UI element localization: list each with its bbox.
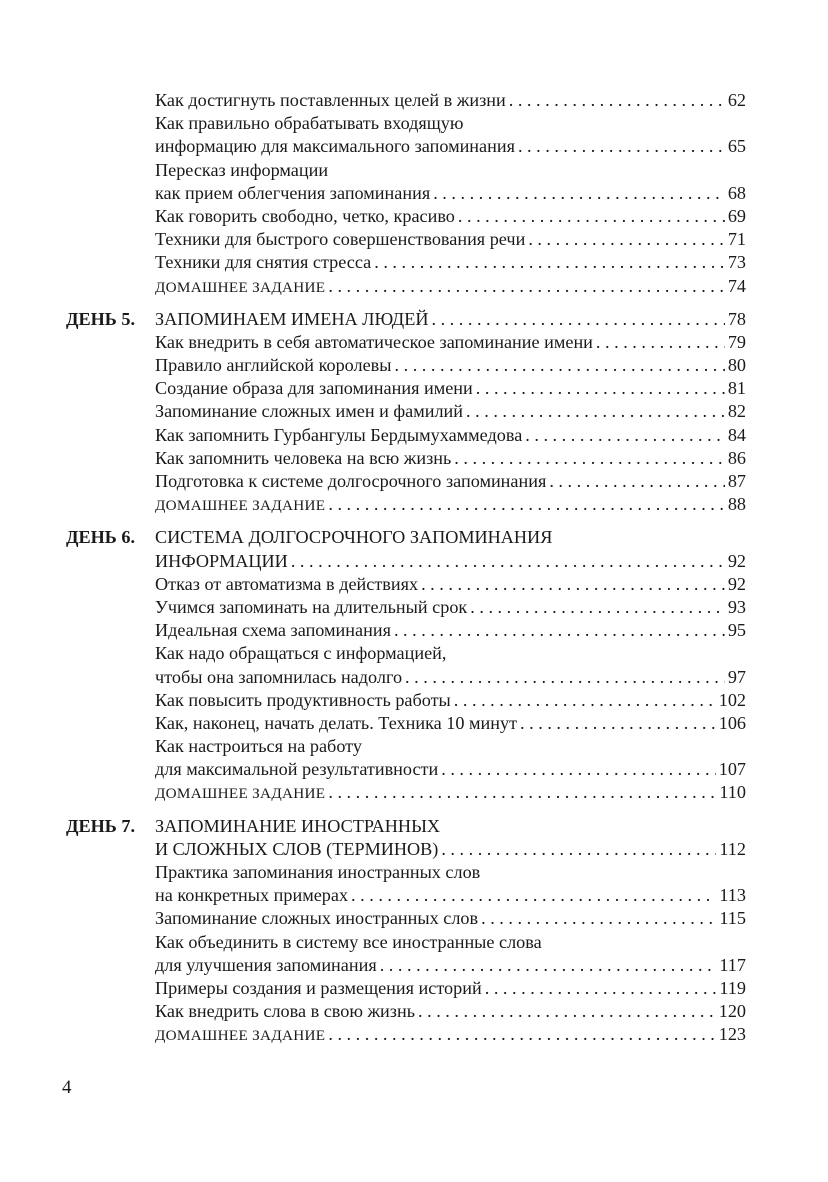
entry-page: 84 [727, 424, 746, 445]
dot-leader [418, 1000, 716, 1023]
day-label [66, 135, 155, 158]
entry-page: 112 [719, 838, 746, 859]
toc-entry [66, 550, 746, 573]
entry-title: Пересказ информации [155, 159, 329, 180]
entry-page: 62 [727, 90, 746, 110]
toc-entry [66, 642, 746, 665]
day-label [66, 954, 155, 977]
entry-title: ДОМАШНЕЕ ЗАДАНИЕ [155, 1027, 326, 1045]
toc-entry [66, 931, 746, 954]
toc-entry [66, 573, 746, 596]
dot-leader [421, 573, 725, 596]
toc-entry [66, 954, 746, 977]
entry-body [155, 308, 746, 331]
dot-leader [520, 712, 716, 735]
toc-entry [66, 331, 746, 354]
entry-body [155, 596, 746, 619]
entry-body [155, 424, 746, 447]
entry-title: Техники для снятия стресса [155, 252, 372, 273]
entry-body [155, 526, 746, 549]
toc-entry [66, 861, 746, 884]
toc-section [66, 526, 746, 804]
toc-entry [66, 377, 746, 400]
dot-leader [328, 1023, 715, 1046]
toc-entry [66, 1000, 746, 1023]
day-label: ДЕНЬ 5. [66, 308, 136, 329]
entry-page: 82 [727, 401, 746, 422]
dot-leader [454, 689, 716, 712]
dot-leader [549, 470, 724, 493]
entry-body [155, 977, 746, 1000]
entry-title: Как, наконец, начать делать. Техника 10 минут [155, 712, 518, 733]
entry-page: 119 [719, 977, 746, 998]
day-label [66, 205, 155, 228]
entry-page: 69 [727, 205, 746, 226]
day-label [66, 470, 155, 493]
entry-body [155, 815, 746, 838]
entry-page: 97 [727, 666, 746, 687]
toc-homework-entry [66, 781, 746, 804]
entry-title: ДОМАШНЕЕ ЗАДАНИЕ [155, 497, 326, 515]
entry-body [155, 159, 746, 182]
entry-body [155, 493, 746, 516]
dot-leader [476, 377, 725, 400]
day-label [66, 573, 155, 596]
entry-body [155, 447, 746, 470]
toc-entry [66, 251, 746, 274]
toc-entry [66, 838, 746, 861]
toc-entry [66, 447, 746, 470]
entry-page: 71 [727, 229, 746, 250]
toc-entry [66, 815, 746, 838]
toc-entry [66, 228, 746, 251]
toc-entry [66, 758, 746, 781]
entry-title: Учимся запоминать на длительный срок [155, 596, 468, 617]
dot-leader [395, 354, 725, 377]
day-label [66, 666, 155, 689]
dot-leader [518, 135, 725, 158]
entry-title: ДОМАШНЕЕ ЗАДАНИЕ [155, 785, 326, 803]
entry-title: Как надо обращаться с информацией, [155, 643, 447, 664]
entry-page: 86 [727, 447, 746, 468]
day-label: ДЕНЬ 6. [66, 527, 136, 548]
entry-body [155, 550, 746, 573]
toc-entry [66, 712, 746, 735]
dot-leader [291, 550, 725, 573]
day-label [66, 1000, 155, 1023]
day-label [66, 1023, 155, 1046]
entry-title: СИСТЕМА ДОЛГОСРОЧНОГО ЗАПОМИНАНИЯ [155, 527, 553, 548]
entry-title: Как внедрить слова в свою жизнь [155, 1001, 415, 1022]
toc-homework-entry [66, 493, 746, 516]
entry-body [155, 377, 746, 400]
entry-body [155, 642, 746, 665]
entry-title: ДОМАШНЕЕ ЗАДАНИЕ [155, 278, 326, 296]
entry-title: Как внедрить в себя автоматическое запоминание имени [155, 331, 593, 352]
dot-leader [525, 424, 725, 447]
dot-leader [405, 666, 725, 689]
entry-title: Техники для быстрого совершенствования речи [155, 229, 526, 250]
dot-leader [485, 977, 717, 1000]
entry-title: на конкретных примерах [155, 885, 349, 906]
entry-title: Как запомнить Гурбангулы Бердымухаммедова [155, 424, 523, 445]
entry-page: 113 [719, 885, 746, 906]
entry-body [155, 712, 746, 735]
entry-page: 115 [719, 908, 746, 929]
entry-title: Запоминание сложных имен и фамилий [155, 401, 464, 422]
entry-body [155, 573, 746, 596]
dot-leader [374, 251, 725, 274]
entry-page: 123 [718, 1024, 746, 1045]
toc-entry [66, 354, 746, 377]
day-label [66, 182, 155, 205]
entry-body [155, 112, 746, 135]
entry-title: Как правильно обрабатывать входящую [155, 113, 464, 134]
entry-page: 102 [718, 689, 746, 710]
entry-body [155, 89, 746, 112]
dot-leader [528, 228, 725, 251]
day-label [66, 89, 155, 112]
entry-page: 80 [727, 355, 746, 376]
day-label [66, 354, 155, 377]
entry-title: Подготовка к системе долгосрочного запоминания [155, 471, 547, 491]
entry-body [155, 400, 746, 423]
entry-body [155, 781, 746, 804]
table-of-contents [66, 89, 746, 1057]
day-label [66, 493, 155, 516]
toc-entry [66, 596, 746, 619]
entry-page: 78 [727, 308, 746, 329]
day-label [66, 619, 155, 642]
day-label [66, 642, 155, 665]
entry-page: 106 [718, 712, 746, 733]
entry-page: 88 [727, 494, 746, 515]
day-label [66, 712, 155, 735]
day-label [66, 447, 155, 470]
dot-leader [394, 619, 725, 642]
toc-entry [66, 424, 746, 447]
entry-page: 79 [727, 331, 746, 352]
entry-body [155, 331, 746, 354]
entry-title: Как запомнить человека на всю жизнь [155, 447, 452, 468]
dot-leader [328, 781, 716, 804]
dot-leader [441, 838, 716, 861]
day-label [66, 689, 155, 712]
toc-entry [66, 735, 746, 758]
toc-entry [66, 89, 746, 112]
entry-body [155, 275, 746, 298]
entry-body [155, 954, 746, 977]
entry-page: 107 [718, 759, 746, 780]
entry-title: Отказ от автоматизма в действиях [155, 573, 419, 594]
entry-body [155, 470, 746, 493]
entry-body [155, 758, 746, 781]
toc-entry [66, 666, 746, 689]
toc-section [66, 815, 746, 1047]
entry-title: Как говорить свободно, четко, красиво [155, 205, 455, 226]
toc-entry [66, 112, 746, 135]
entry-body [155, 251, 746, 274]
entry-body [155, 182, 746, 205]
entry-body [155, 1023, 746, 1046]
dot-leader [509, 89, 725, 112]
day-label [66, 275, 155, 298]
toc-section [66, 89, 746, 298]
entry-page: 120 [718, 1001, 746, 1022]
toc-entry [66, 907, 746, 930]
dot-leader [431, 308, 724, 331]
entry-title: как прием облегчения запоминания [155, 182, 431, 203]
day-label [66, 907, 155, 930]
entry-title: Идеальная схема запоминания [155, 620, 391, 641]
entry-body [155, 666, 746, 689]
dot-leader [433, 182, 725, 205]
entry-body [155, 689, 746, 712]
toc-section [66, 308, 746, 517]
entry-title: Как объединить в систему все иностранные слова [155, 931, 542, 952]
toc-homework-entry [66, 275, 746, 298]
toc-entry [66, 470, 746, 493]
entry-body [155, 931, 746, 954]
toc-entry [66, 977, 746, 1000]
day-label [66, 781, 155, 804]
day-label [66, 331, 155, 354]
entry-title: чтобы она запомнилась надолго [155, 666, 403, 687]
dot-leader [380, 954, 717, 977]
toc-entry [66, 182, 746, 205]
day-label [66, 596, 155, 619]
entry-page: 93 [727, 596, 746, 617]
dot-leader [351, 884, 716, 907]
entry-body [155, 619, 746, 642]
entry-title: для улучшения запоминания [155, 954, 377, 975]
day-label [66, 424, 155, 447]
toc-entry [66, 159, 746, 182]
dot-leader [441, 758, 715, 781]
entry-page: 92 [727, 573, 746, 594]
entry-title: ЗАПОМИНАЕМ ИМЕНА ЛЮДЕЙ [155, 308, 429, 329]
toc-homework-entry [66, 1023, 746, 1046]
entry-page: 117 [719, 954, 746, 975]
entry-title: Как достигнуть поставленных целей в жизни [155, 90, 506, 110]
entry-body [155, 884, 746, 907]
entry-title: Правило английской королевы [155, 355, 392, 376]
entry-page: 74 [727, 275, 746, 296]
entry-title: И СЛОЖНЫХ СЛОВ (ТЕРМИНОВ) [155, 838, 439, 859]
dot-leader [458, 205, 725, 228]
entry-body [155, 838, 746, 861]
day-label [66, 884, 155, 907]
entry-title: Как настроиться на работу [155, 736, 362, 757]
day-label [66, 931, 155, 954]
entry-body [155, 354, 746, 377]
entry-title: ЗАПОМИНАНИЕ ИНОСТРАННЫХ [155, 815, 441, 836]
entry-title: информацию для максимального запоминания [155, 136, 515, 157]
day-label [66, 251, 155, 274]
toc-entry [66, 619, 746, 642]
entry-body [155, 735, 746, 758]
entry-page: 95 [727, 620, 746, 641]
entry-title: Запоминание сложных иностранных слов [155, 908, 479, 929]
page-number: 4 [62, 1077, 72, 1098]
day-label [66, 977, 155, 1000]
day-label [66, 228, 155, 251]
entry-title: Как повысить продуктивность работы [155, 689, 451, 710]
toc-entry [66, 689, 746, 712]
entry-page: 87 [727, 471, 746, 491]
day-label [66, 400, 155, 423]
day-label [66, 112, 155, 135]
day-label: ДЕНЬ 7. [66, 815, 136, 836]
dot-leader [328, 275, 724, 298]
toc-entry [66, 135, 746, 158]
toc-entry [66, 526, 746, 549]
toc-entry [66, 400, 746, 423]
dot-leader [481, 907, 716, 930]
toc-entry [66, 884, 746, 907]
toc-entry [66, 205, 746, 228]
entry-page: 68 [727, 182, 746, 203]
dot-leader [454, 447, 725, 470]
dot-leader [470, 596, 725, 619]
entry-body [155, 228, 746, 251]
entry-title: для максимальной результативности [155, 759, 439, 780]
entry-body [155, 907, 746, 930]
entry-body [155, 861, 746, 884]
entry-title: Практика запоминания иностранных слов [155, 862, 481, 882]
entry-title: Создание образа для запоминания имени [155, 378, 473, 399]
entry-body [155, 135, 746, 158]
entry-title: ИНФОРМАЦИИ [155, 550, 288, 571]
entry-page: 65 [727, 136, 746, 157]
day-label [66, 550, 155, 573]
toc-entry [66, 308, 746, 331]
dot-leader [596, 331, 725, 354]
day-label [66, 377, 155, 400]
day-label [66, 735, 155, 758]
entry-page: 92 [727, 550, 746, 571]
entry-page: 73 [727, 252, 746, 273]
entry-title: Примеры создания и размещения историй [155, 977, 482, 998]
day-label [66, 861, 155, 884]
entry-body [155, 1000, 746, 1023]
entry-body [155, 205, 746, 228]
entry-page: 110 [719, 782, 746, 803]
day-label [66, 758, 155, 781]
day-label [66, 159, 155, 182]
entry-page: 81 [727, 378, 746, 399]
day-label [66, 838, 155, 861]
dot-leader [466, 400, 725, 423]
dot-leader [328, 493, 724, 516]
